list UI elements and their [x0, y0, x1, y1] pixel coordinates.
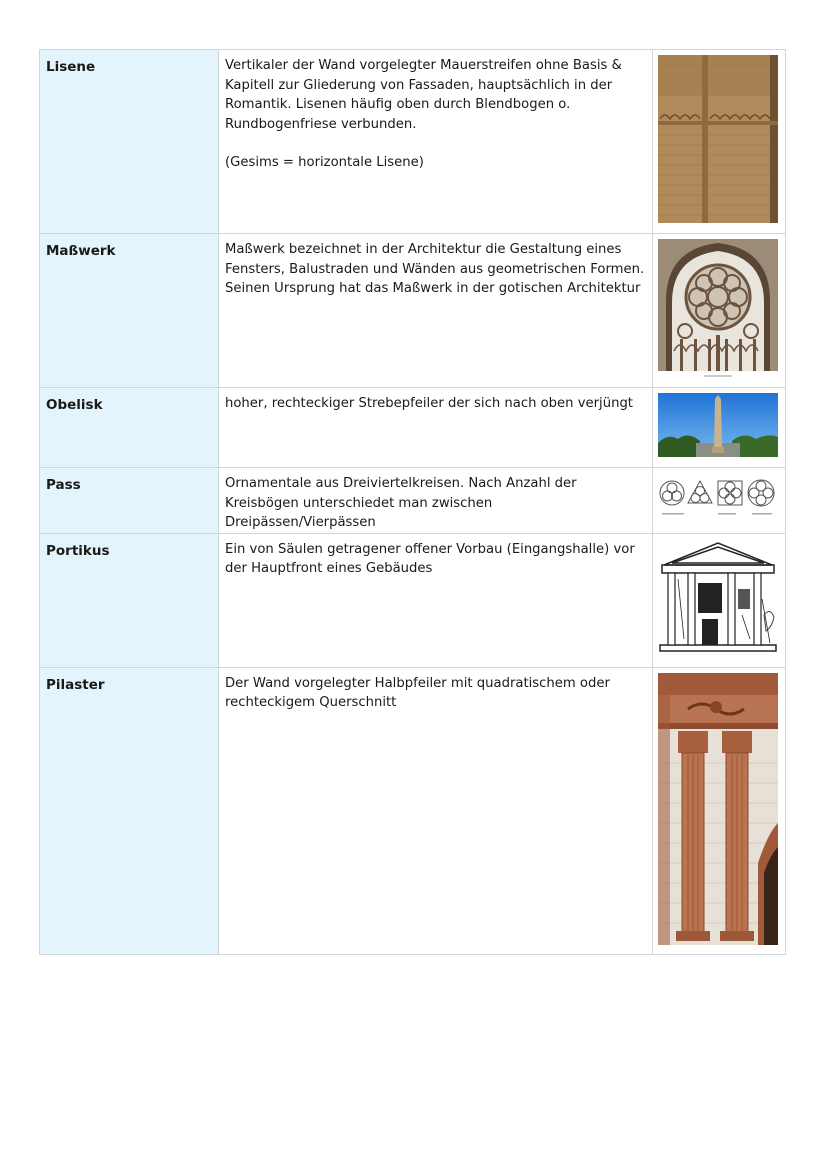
term-cell: [40, 234, 219, 388]
definition-text: Ornamentale aus Dreiviertelkreisen. Nach Anzahl der Kreisbögen unterschiedet man zwischen Dreipässen/Vierpässen: [225, 476, 577, 530]
table-row: [40, 468, 786, 534]
trefoil-quatrefoil-diagram: [658, 473, 778, 519]
image-cell: [653, 533, 786, 667]
definition-cell: [219, 50, 653, 234]
term-cell: [40, 468, 219, 534]
definition-cell: [219, 667, 653, 954]
brick-wall-lisene-photo: [658, 55, 778, 223]
image-cell: [653, 234, 786, 388]
term-label: Lisene: [46, 59, 96, 75]
glossary-table: [39, 49, 786, 955]
definition-text: hoher, rechteckiger Strebepfeiler der sich nach oben verjüngt: [225, 396, 633, 411]
definition-cell: [219, 533, 653, 667]
image-cell: [653, 468, 786, 534]
table-row: [40, 50, 786, 234]
term-cell: [40, 50, 219, 234]
table-row: [40, 667, 786, 954]
table-row: [40, 533, 786, 667]
definition-text: Der Wand vorgelegter Halbpfeiler mit quadratischem oder rechteckigem Querschnitt: [225, 675, 610, 710]
definition-cell: [219, 468, 653, 534]
term-label: Pass: [46, 477, 81, 493]
pilaster-photo: [658, 673, 778, 945]
term-cell: [40, 388, 219, 468]
portico-drawing: [658, 539, 778, 657]
image-cell: [653, 667, 786, 954]
definition-text: Vertikaler der Wand vorgelegter Mauerstreifen ohne Basis & Kapitell zur Gliederung von Fassaden, hauptsächlich in der Romantik. Lisenen häufig oben durch Blendbogen o. Rundbogenfriese verbunden.: [225, 58, 622, 132]
term-label: Portikus: [46, 542, 110, 559]
term-label: Pilaster: [46, 676, 105, 693]
definition-note: (Gesims = horizontale Lisene): [225, 155, 424, 170]
term-label: Obelisk: [46, 397, 103, 413]
table-row: [40, 388, 786, 468]
image-cell: [653, 50, 786, 234]
obelisk-photo: [658, 393, 778, 457]
table-row: [40, 234, 786, 388]
definition-text: Ein von Säulen getragener offener Vorbau (Eingangshalle) vor der Hauptfront eines Gebäudes: [225, 541, 635, 576]
term-cell: [40, 533, 219, 667]
term-label: Maßwerk: [46, 243, 116, 259]
definition-cell: [219, 234, 653, 388]
image-cell: [653, 388, 786, 468]
definition-text: Maßwerk bezeichnet in der Architektur die Gestaltung eines Fensters, Balustraden und Wänden aus geometrischen Formen. Seinen Ursprung hat das Maßwerk in der gotischen Architektur: [225, 242, 645, 296]
definition-cell: [219, 388, 653, 468]
term-cell: [40, 667, 219, 954]
gothic-tracery-window-photo: [658, 239, 778, 381]
